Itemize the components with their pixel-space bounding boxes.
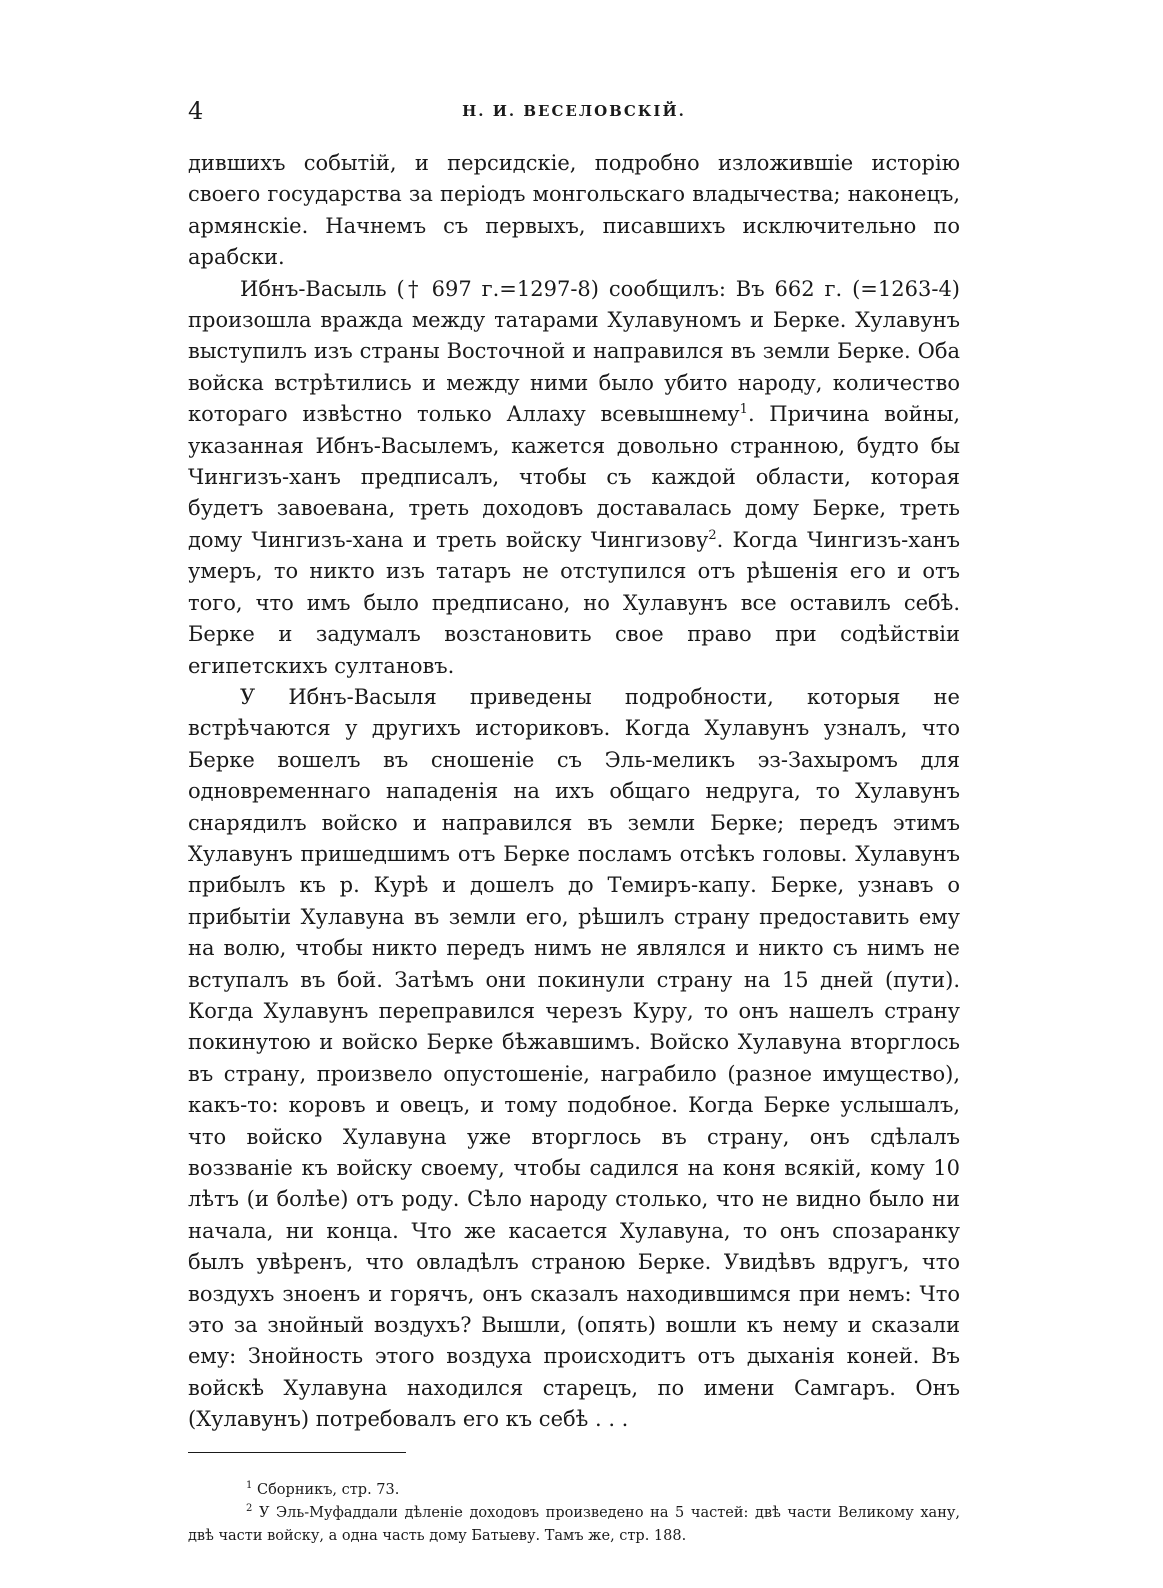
page-number: 4 <box>188 97 204 125</box>
paragraph-ibn-wasil <box>188 274 960 682</box>
footnote-marker: 1 <box>246 1479 253 1491</box>
paragraph-text: Ибнъ-Васыль († 697 г.=1297-8) сообщилъ: Въ 662 г. (=1263-4) произошла вражда между татарами Хулавуномъ и Берке. Хулавунъ выступилъ изъ страны Восточной и направился въ земли Берке. Оба войска встрѣтились и между ними было убито народу, количество котораго извѣстно только Аллаху всевышнему <box>188 276 960 427</box>
paragraph-text: . Когда Чингизъ-ханъ умеръ, то никто изъ татаръ не отступился отъ рѣшенія его и отъ того, что имъ было предписано, но Хулавунъ все оставилъ себѣ. Берке и задумалъ возстановить свое право при содѣйствіи египетскихъ султановъ. <box>188 527 960 678</box>
running-head: Н. И. ВЕСЕЛОВСКІЙ. <box>462 102 686 120</box>
footnote-reference[interactable]: 2 <box>708 527 717 543</box>
footnotes <box>188 1479 960 1548</box>
footnote-divider <box>188 1452 406 1453</box>
footnote-marker: 2 <box>246 1502 253 1514</box>
body-text <box>188 148 960 1436</box>
page-header <box>188 96 960 130</box>
footnote <box>188 1479 960 1502</box>
paragraph-text: . Причина войны, указанная Ибнъ-Васылемъ, кажется довольно странною, будто бы Чингизъ-ханъ предписалъ, чтобы съ каждой области, которая будетъ завоевана, треть доходовъ доставалась дому Берке, треть дому Чингизъ-хана и треть войску Чингизову <box>188 402 960 552</box>
footnote-text: Сборникъ, стр. 73. <box>252 1481 400 1498</box>
footnote-text: У Эль-Муфаддали дѣленіе доходовъ произведено на 5 частей: двѣ части Великому хану, двѣ части войску, а одна часть дому Батыеву. Тамъ же, стр. 188. <box>188 1504 960 1544</box>
footnote <box>188 1502 960 1548</box>
document-page <box>188 96 960 1548</box>
paragraph-continuation: дившихъ событій, и персидскіе, подробно изложившіе исторію своего государства за періодъ монгольскаго владычества; наконецъ, армянскіе. Начнемъ съ первыхъ, писавшихъ исключительно по арабски. <box>188 151 960 270</box>
paragraph-details: У Ибнъ-Васыля приведены подробности, которыя не встрѣчаются у другихъ историковъ. Когда Хулавунъ узналъ, что Берке вошелъ въ сношеніе съ Эль-меликъ эз-Захыромъ для одновременнаго нападенія на ихъ общаго недруга, то Хулавунъ снарядилъ войско и направился въ земли Берке; передъ этимъ Хулавунъ пришедшимъ отъ Берке посламъ отсѣкъ головы. Хулавунъ прибылъ къ р. Курѣ и дошелъ до Темиръ-капу. Берке, узнавъ о прибытіи Хулавуна въ земли его, рѣшилъ страну предоставить ему на волю, чтобы никто передъ нимъ не являлся и никто съ нимъ не вступалъ въ бой. Затѣмъ они покинули страну на 15 дней (пути). Когда Хулавунъ переправился черезъ Куру, то онъ нашелъ страну покинутою и войско Берке бѣжавшимъ. Войско Хулавуна вторглось въ страну, произвело опустошеніе, награбило (разное имущество), какъ-то: коровъ и овецъ, и тому подобное. Когда Берке услышалъ, что войско Хулавуна уже вторглось въ страну, онъ сдѣлалъ воззваніе къ войску своему, чтобы садился на коня всякій, кому 10 лѣтъ (и болѣе) отъ роду. Сѣло народу столько, что не видно было ни начала, ни конца. Что же касается Хулавуна, то онъ спозаранку былъ увѣренъ, что овладѣлъ страною Берке. Увидѣвъ вдругъ, что воздухъ зноенъ и горячъ, онъ сказалъ находившимся при немъ: Что это за знойный воздухъ? Вышли, (опять) вошли къ нему и сказали ему: Знойность этого воздуха происходитъ отъ дыханія коней. Въ войскѣ Хулавуна находился старецъ, по имени Самгаръ. Онъ (Хулавунъ) потребовалъ его къ себѣ . . . <box>188 684 960 1432</box>
footnote-reference[interactable]: 1 <box>739 402 748 418</box>
